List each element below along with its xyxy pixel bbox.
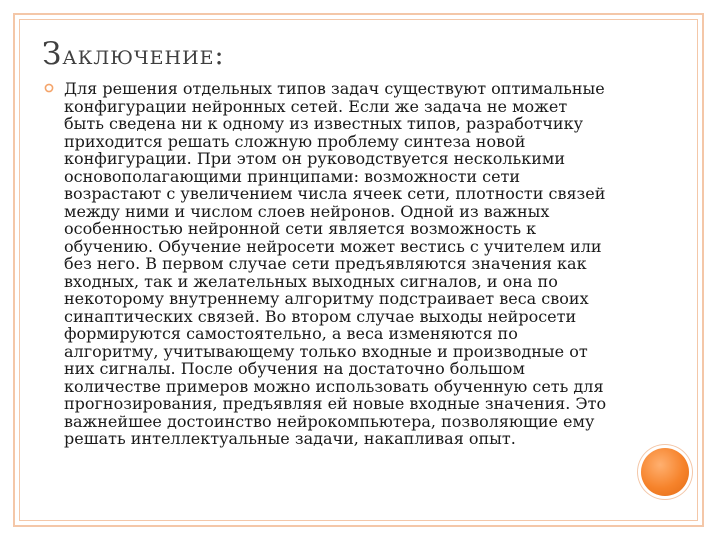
- slide-title: Заключение:: [42, 36, 225, 72]
- orange-circle-icon: [641, 448, 689, 496]
- bullet-paragraph: Для решения отдельных типов задач существуют оптимальные конфигурации нейронных сетей. Если же задача не может быть сведена ни к одному из известных типов, разработчику приходится решать сложную проблему синтеза новой конфигурации. При этом он руководствуется несколькими основополагающими принципами: возможности сети возрастают с увеличением числа ячеек сети, плотности связей между ними и числом слоев нейронов. Одной из важных особенностью нейронной сети является возможность к обучению. Обучение нейросети может вестись с учителем или без него. В первом случае сети предъявляются значения как входных, так и желательных выходных сигналов, и она по некоторому внутреннему алгоритму подстраивает веса своих синаптических связей. Во втором случае выходы нейросети формируются самостоятельно, а веса изменяются по алгоритму, учитывающему только входные и производные от них сигналы. После обучения на достаточно большом количестве примеров можно использовать обученную сеть для прогнозирования, предъявляя ей новые входные значения. Это важнейшее достоинство нейрокомпьютера, позволяющие ему решать интеллектуальные задачи, накапливая опыт.: [64, 79, 607, 448]
- hollow-circle-bullet-icon: [44, 83, 54, 93]
- slide-content: [44, 80, 624, 448]
